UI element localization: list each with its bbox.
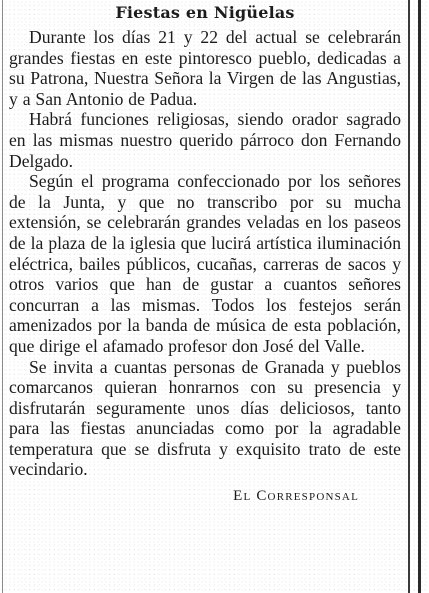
article-paragraph-4: Se invita a cuantas personas de Granada y pueblos comarcanos quieran honrarnos con su presencia y disfrutarán seguramente unos días deliciosos, tanto para las fiestas anunciadas como por la agradable temperatura que se disfruta y exquisito trato de este vecindario. bbox=[9, 356, 401, 480]
article-paragraph-1: Durante los días 21 y 22 del actual se celebrarán grandes fiestas en este pintoresco pueblo, dedicadas a su Patrona, Nuestra Señora la Virgen de las Angustias, y a San Antonio de Padua. bbox=[9, 27, 401, 109]
article-column bbox=[9, 2, 401, 506]
left-column-rule bbox=[2, 0, 3, 593]
article-signature: El Corresponsal bbox=[233, 488, 359, 505]
article-paragraph-3: Según el programa confeccionado por los señores de la Junta, y que no transcribo por su mucha extensión, se celebrarán grandes veladas en los paseos de la plaza de la iglesia que lucirá artística iluminación eléctrica, bailes públicos, cucañas, carreras de sacos y otros varios que han de gustar a cuantos señores concurran a las mismas. Todos los festejos serán amenizados por la banda de música de esta población, que dirige el afamado profesor don José del Valle. bbox=[9, 171, 401, 356]
article-paragraph-2: Habrá funciones religiosas, siendo orador sagrado en las mismas nuestro querido párroco don Fernando Delgado. bbox=[9, 109, 401, 171]
right-column-rule-outer bbox=[418, 0, 421, 593]
right-column-rule bbox=[408, 0, 410, 593]
article-headline: Fiestas en Nigüelas bbox=[115, 3, 295, 22]
